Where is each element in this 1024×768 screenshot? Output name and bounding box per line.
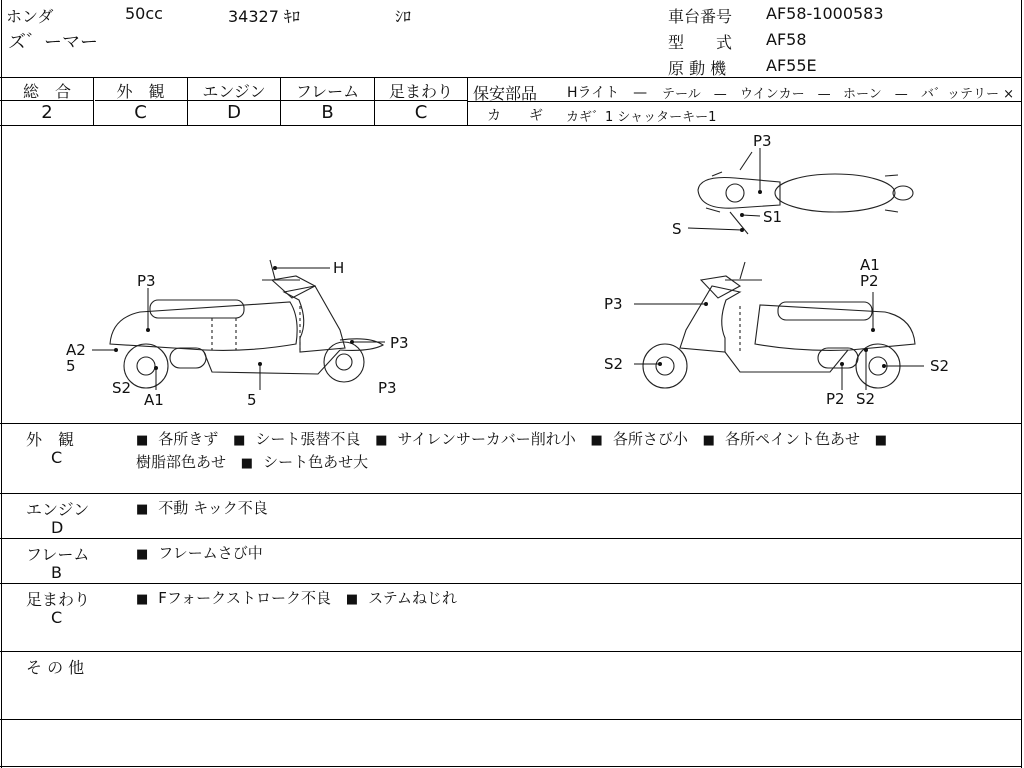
remark-grade-frame: B xyxy=(51,563,62,582)
safety-item-battery: バ゛ッテリー × xyxy=(921,87,1015,102)
mark: P3 xyxy=(390,334,409,352)
remark-item: サイレンサーカバー削れ小 xyxy=(397,430,576,448)
safety-parts-label: 保安部品 xyxy=(473,84,538,103)
grade-value-exterior: C xyxy=(134,102,147,123)
mark: S2 xyxy=(930,357,950,375)
engine-value: AF55E xyxy=(766,56,817,75)
mark: 5 xyxy=(66,357,76,375)
rule xyxy=(0,766,1022,767)
remark-item: 各所さび小 xyxy=(612,430,688,448)
body-color: ｼﾛ xyxy=(395,7,412,26)
bullet: ■ xyxy=(345,592,359,607)
remark-label-engine: エンジン xyxy=(26,500,90,519)
mark: 5 xyxy=(247,391,257,409)
frame-no-label: 車台番号 xyxy=(668,7,733,26)
mark: P2 xyxy=(860,272,879,290)
bullet: ■ xyxy=(240,456,254,471)
bullet: ■ xyxy=(136,433,149,448)
type-value: AF58 xyxy=(766,30,807,49)
remark-item: ステムねじれ xyxy=(368,589,458,607)
type-label: 型 式 xyxy=(668,33,733,52)
bullet: ■ xyxy=(136,502,149,517)
mark: A1 xyxy=(144,391,164,409)
mark: S2 xyxy=(856,390,876,408)
rule xyxy=(0,423,1022,424)
model-name: ズ゛ーマー xyxy=(8,32,98,53)
remark-label-suspension: 足まわり xyxy=(26,590,91,609)
mark: S2 xyxy=(112,379,132,397)
bullet: ■ xyxy=(702,433,715,448)
grade-value-overall: 2 xyxy=(41,102,53,123)
bullet: ■ xyxy=(233,433,246,448)
remark-label-frame: フレーム xyxy=(26,545,90,564)
leader-lines xyxy=(92,148,924,390)
key-label: カ ギ xyxy=(487,108,543,124)
remark-item: 各所きず xyxy=(158,430,219,448)
grade-value-suspension: C xyxy=(414,102,428,123)
bullet: ■ xyxy=(375,433,388,448)
scooter-top-view xyxy=(698,152,913,234)
remark-item: シート色あせ大 xyxy=(263,453,369,471)
remark-item: 各所ペイント色あせ xyxy=(724,430,860,448)
mark: P3 xyxy=(137,272,156,290)
remark-label-other: そ の 他 xyxy=(26,658,85,677)
maker: ホンダ xyxy=(6,7,54,26)
bullet: ■ xyxy=(874,433,888,448)
rule xyxy=(0,538,1022,539)
safety-item-horn: ホーン — xyxy=(843,87,908,102)
remark-grade-engine: D xyxy=(51,518,64,537)
remark-item: フレームさび中 xyxy=(158,544,263,562)
mark: S2 xyxy=(604,355,624,373)
mark: P2 xyxy=(826,390,845,408)
grade-value-frame: B xyxy=(321,102,334,123)
mark: A2 xyxy=(66,341,86,359)
displacement: 50cc xyxy=(125,4,163,23)
grade-label-suspension: 足まわり xyxy=(388,82,453,101)
mark: S1 xyxy=(763,208,783,226)
remark-grade-exterior: C xyxy=(51,448,63,467)
grade-label-frame: フレーム xyxy=(295,82,360,101)
engine-label: 原 動 機 xyxy=(668,59,727,78)
remark-line-suspension xyxy=(136,587,467,608)
key-value: カギ゛1 シャッターキー1 xyxy=(566,110,717,125)
mark: P3 xyxy=(604,295,623,313)
rule xyxy=(0,651,1022,652)
grade-label-exterior: 外 観 xyxy=(116,82,165,101)
damage-diagram xyxy=(0,126,1022,423)
grade-label-engine: エンジン xyxy=(202,82,266,101)
remark-line-engine xyxy=(136,497,278,518)
bullet: ■ xyxy=(136,592,149,607)
remark-line-exterior-2 xyxy=(136,451,378,472)
mark: H xyxy=(333,259,345,277)
remark-item: Fフォークストローク不良 xyxy=(158,589,332,607)
remark-item: 不動 キック不良 xyxy=(158,499,268,517)
remark-line-frame xyxy=(136,542,273,563)
remark-grade-suspension: C xyxy=(51,608,63,627)
safety-item-winker: ウインカー — xyxy=(740,87,831,102)
mileage: 34327 ｷﾛ xyxy=(228,7,300,26)
remark-item: 樹脂部色あせ xyxy=(136,453,227,471)
bullet: ■ xyxy=(590,433,603,448)
rule xyxy=(0,719,1022,720)
remark-line-exterior-1 xyxy=(136,428,897,449)
mark: P3 xyxy=(753,132,772,150)
safety-item-taillight: テール — xyxy=(662,87,727,102)
rule xyxy=(0,77,1022,78)
remark-item: シート張替不良 xyxy=(255,430,361,448)
mark: P3 xyxy=(378,379,397,397)
rule xyxy=(0,493,1022,494)
mark: S xyxy=(672,220,682,238)
remark-label-exterior: 外 観 xyxy=(26,430,75,449)
rule xyxy=(0,583,1022,584)
rule xyxy=(467,77,468,125)
grade-value-engine: D xyxy=(227,102,241,123)
safety-item-headlight: Hライト — xyxy=(567,85,648,101)
grade-label-overall: 総 合 xyxy=(22,82,71,101)
frame-no: AF58-1000583 xyxy=(766,4,884,23)
bullet: ■ xyxy=(136,547,149,562)
mark: A1 xyxy=(860,256,880,274)
